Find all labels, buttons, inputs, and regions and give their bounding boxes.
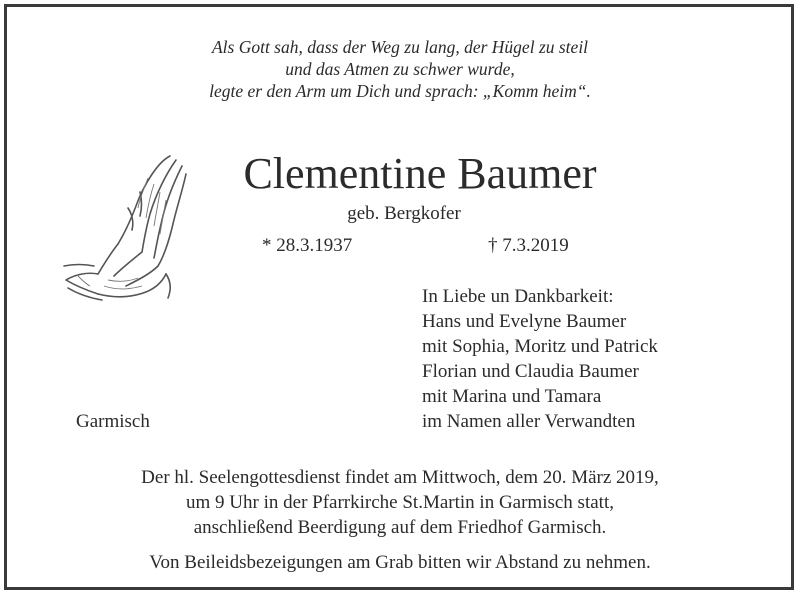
- mourner-line: Florian und Claudia Baumer: [422, 361, 639, 382]
- memorial-quote: [0, 36, 800, 102]
- quote-line: und das Atmen zu schwer wurde,: [285, 59, 515, 79]
- mourner-line: In Liebe un Dankbarkeit:: [422, 286, 614, 307]
- mourner-line: Hans und Evelyne Baumer: [422, 311, 627, 332]
- praying-hands-icon: [58, 148, 198, 308]
- mourner-line: im Namen aller Verwandten: [422, 411, 636, 432]
- service-line: Der hl. Seelengottesdienst findet am Mittwoch, dem 20. März 2019,: [141, 467, 659, 488]
- quote-line: legte er den Arm um Dich und sprach: „Komm heim“.: [209, 81, 591, 101]
- service-info: [0, 465, 800, 540]
- quote-line: Als Gott sah, dass der Weg zu lang, der Hügel zu steil: [211, 37, 589, 57]
- mourner-line: mit Marina und Tamara: [422, 386, 602, 407]
- maiden-name: geb. Bergkofer: [347, 203, 461, 224]
- place-name: Garmisch: [76, 411, 150, 432]
- deceased-name: Clementine Baumer: [243, 149, 597, 198]
- closing-note: Von Beileidsbezeigungen am Grab bitten wir Abstand zu nehmen.: [149, 552, 651, 573]
- mourners-list: [422, 284, 658, 434]
- service-line: anschließend Beerdigung auf dem Friedhof Garmisch.: [193, 517, 607, 538]
- service-line: um 9 Uhr in der Pfarrkirche St.Martin in Garmisch statt,: [186, 492, 614, 513]
- birth-date: * 28.3.1937: [262, 235, 353, 256]
- death-date: † 7.3.2019: [488, 235, 569, 256]
- mourner-line: mit Sophia, Moritz und Patrick: [422, 336, 658, 357]
